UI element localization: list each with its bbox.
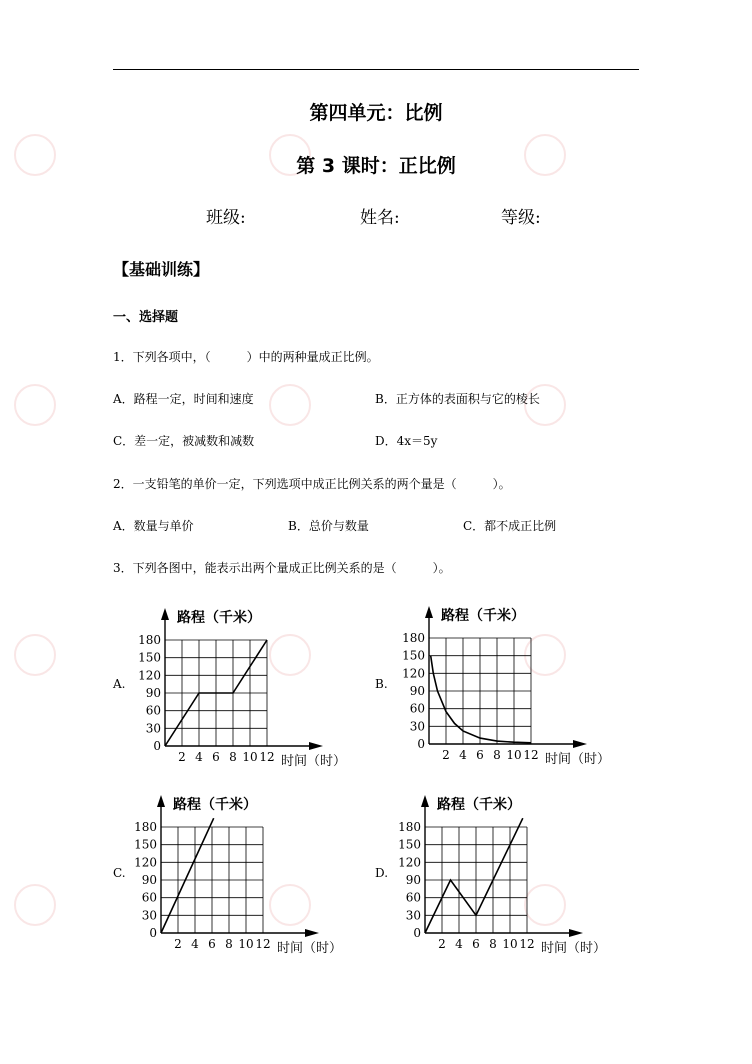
q2-stem: 2．一支铅笔的单价一定，下列选项中成正比例关系的两个量是（ ）。 bbox=[113, 477, 511, 491]
y-tick-label: 180 bbox=[402, 631, 425, 645]
x-tick-label: 6 bbox=[212, 750, 220, 764]
x-tick-label: 10 bbox=[242, 750, 258, 764]
x-tick-label: 10 bbox=[238, 937, 254, 951]
x-tick-label: 6 bbox=[472, 937, 480, 951]
x-tick-label: 4 bbox=[459, 748, 467, 762]
x-tick-label: 2 bbox=[174, 937, 182, 951]
x-axis-arrow bbox=[569, 929, 583, 937]
graph-b-label: B. bbox=[375, 677, 388, 691]
y-tick-label: 150 bbox=[398, 837, 421, 852]
y-axis-title: 路程（千米） bbox=[173, 797, 257, 813]
class-label: 班级: bbox=[206, 208, 246, 228]
unit-title: 第四单元：比例 bbox=[309, 102, 443, 124]
q1-stem: 1．下列各项中，（ ）中的两种量成正比例。 bbox=[113, 350, 379, 364]
q1-option-a: A．路程一定，时间和速度 bbox=[113, 392, 254, 406]
q2-option-b: B．总价与数量 bbox=[288, 519, 369, 533]
x-tick-label: 12 bbox=[519, 937, 535, 951]
y-axis-title: 路程（千米） bbox=[437, 797, 521, 813]
q1-option-b: B．正方体的表面积与它的棱长 bbox=[375, 392, 540, 406]
x-tick-label: 12 bbox=[523, 748, 539, 762]
x-tick-label: 2 bbox=[442, 748, 450, 762]
y-axis-arrow bbox=[421, 795, 429, 807]
x-tick-label: 6 bbox=[476, 748, 484, 762]
q2-option-a: A．数量与单价 bbox=[113, 519, 194, 533]
y-tick-label: 120 bbox=[138, 668, 161, 683]
q1-option-d: D．4x＝5y bbox=[375, 434, 438, 448]
y-tick-label: 150 bbox=[402, 648, 425, 663]
x-axis-title: 时间（时） bbox=[541, 941, 607, 956]
q2-option-c: C．都不成正比例 bbox=[463, 519, 557, 533]
y-tick-label: 180 bbox=[398, 820, 421, 834]
y-tick-label: 0 bbox=[417, 737, 425, 751]
y-tick-label: 60 bbox=[409, 701, 425, 716]
y-tick-label: 30 bbox=[141, 908, 157, 923]
y-tick-label: 90 bbox=[141, 873, 157, 887]
section-title: 【基础训练】 bbox=[113, 260, 210, 279]
lesson-title: 第 3 课时：正比例 bbox=[296, 155, 456, 177]
y-tick-label: 120 bbox=[134, 855, 157, 870]
grade-label: 等级: bbox=[501, 208, 541, 228]
x-tick-label: 6 bbox=[208, 937, 216, 951]
x-tick-label: 10 bbox=[502, 937, 518, 951]
x-axis-title: 时间（时） bbox=[281, 754, 347, 769]
x-tick-label: 8 bbox=[493, 748, 501, 762]
y-tick-label: 120 bbox=[398, 855, 421, 870]
y-tick-label: 60 bbox=[141, 890, 157, 905]
y-tick-label: 120 bbox=[402, 666, 425, 681]
y-tick-label: 0 bbox=[153, 739, 161, 753]
y-axis-title: 路程（千米） bbox=[441, 608, 525, 624]
graph-d-label: D. bbox=[375, 866, 389, 880]
y-tick-label: 60 bbox=[405, 890, 421, 905]
x-tick-label: 8 bbox=[225, 937, 233, 951]
y-tick-label: 0 bbox=[413, 926, 421, 940]
y-tick-label: 0 bbox=[149, 926, 157, 940]
section-subtitle: 一、选择题 bbox=[113, 310, 179, 325]
q1-option-c: C．差一定，被减数和减数 bbox=[113, 434, 255, 448]
y-tick-label: 150 bbox=[134, 837, 157, 852]
x-axis-title: 时间（时） bbox=[277, 941, 343, 956]
x-tick-label: 8 bbox=[489, 937, 497, 951]
y-tick-label: 30 bbox=[405, 908, 421, 923]
y-tick-label: 90 bbox=[409, 684, 425, 698]
x-tick-label: 4 bbox=[455, 937, 463, 951]
y-tick-label: 30 bbox=[145, 721, 161, 736]
x-tick-label: 12 bbox=[255, 937, 271, 951]
y-tick-label: 60 bbox=[145, 703, 161, 718]
x-tick-label: 4 bbox=[191, 937, 199, 951]
y-tick-label: 90 bbox=[145, 686, 161, 700]
y-tick-label: 30 bbox=[409, 719, 425, 734]
name-label: 姓名: bbox=[360, 208, 400, 228]
q3-stem: 3．下列各图中，能表示出两个量成正比例关系的是（ ）。 bbox=[113, 561, 451, 575]
y-axis-title: 路程（千米） bbox=[177, 610, 261, 626]
x-tick-label: 8 bbox=[229, 750, 237, 764]
x-tick-label: 2 bbox=[178, 750, 186, 764]
x-tick-label: 12 bbox=[259, 750, 275, 764]
graph-c-label: C. bbox=[113, 866, 126, 880]
y-tick-label: 180 bbox=[138, 633, 161, 647]
series-line bbox=[425, 818, 523, 933]
x-axis-title: 时间（时） bbox=[545, 752, 611, 767]
x-tick-label: 10 bbox=[506, 748, 522, 762]
y-tick-label: 150 bbox=[138, 650, 161, 665]
x-tick-label: 2 bbox=[438, 937, 446, 951]
y-tick-label: 180 bbox=[134, 820, 157, 834]
y-tick-label: 90 bbox=[405, 873, 421, 887]
x-tick-label: 4 bbox=[195, 750, 203, 764]
graph-a-label: A. bbox=[113, 677, 126, 691]
